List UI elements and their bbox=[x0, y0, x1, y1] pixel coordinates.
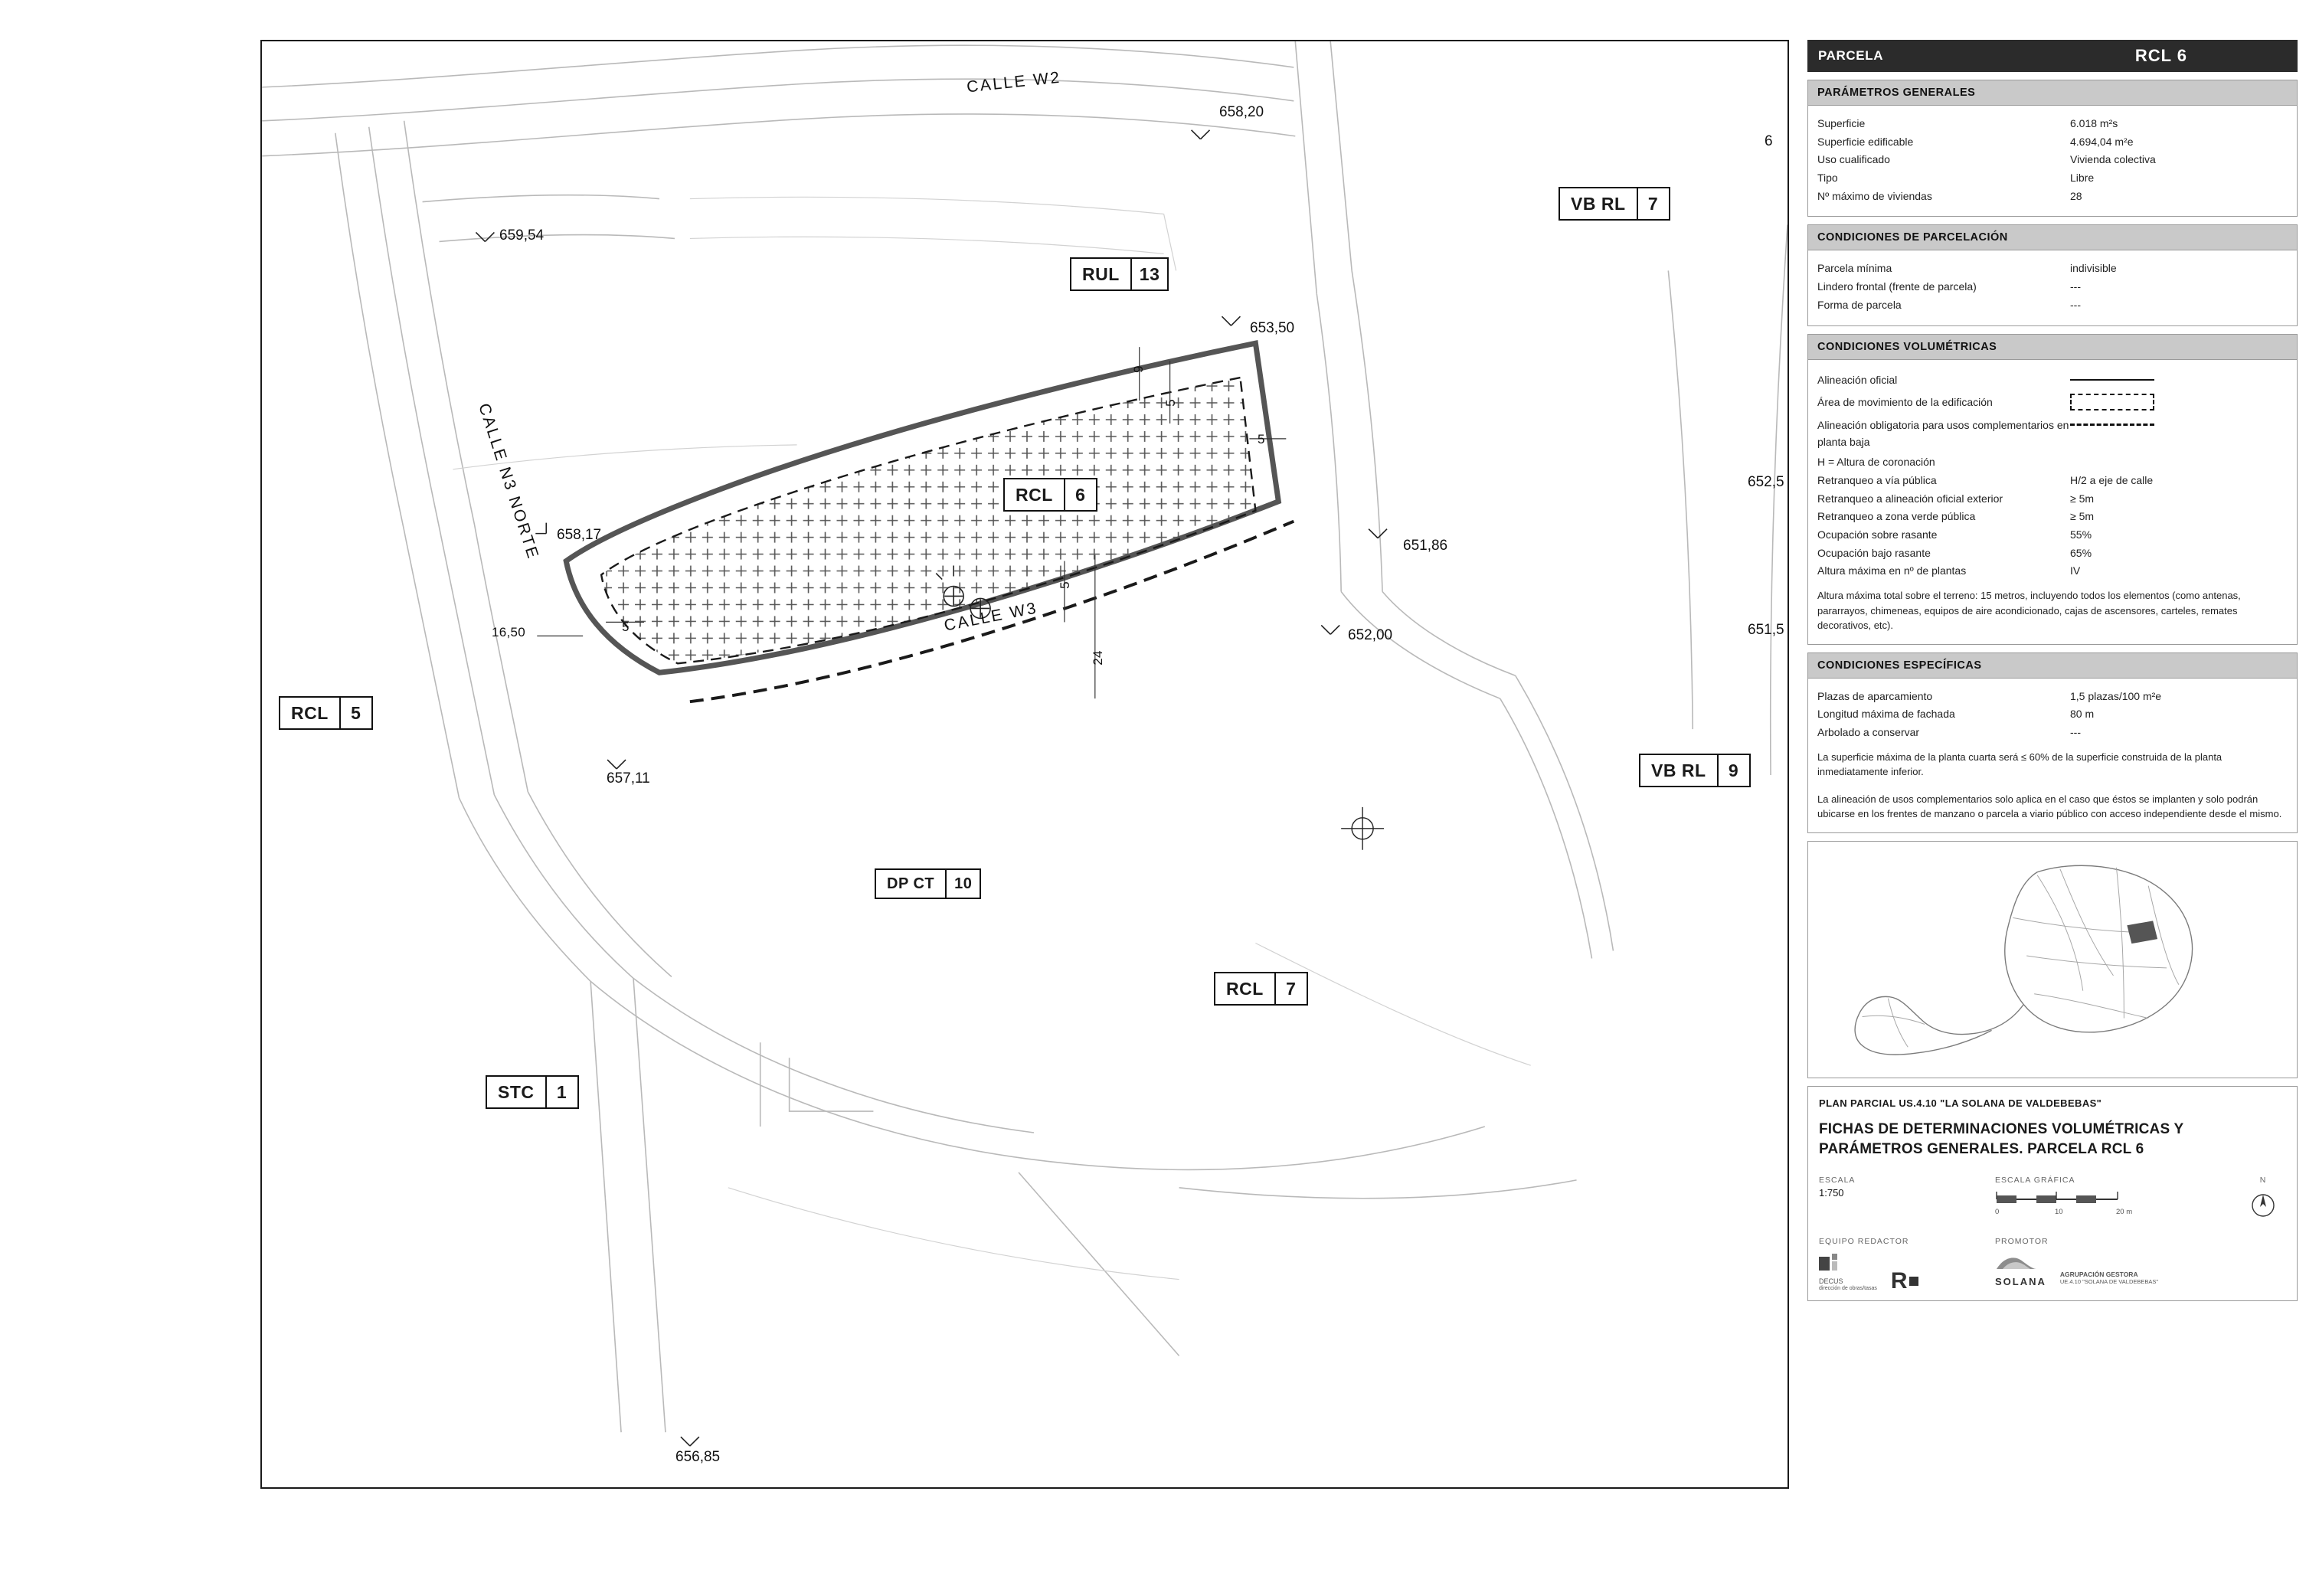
table-row bbox=[1817, 688, 2288, 706]
plot-code-number: 6 bbox=[1064, 479, 1096, 510]
plot-code-vb-rl-7[interactable] bbox=[1559, 187, 1670, 221]
elevation-label: 652,5 bbox=[1748, 474, 1784, 490]
legend-row-area-movimiento bbox=[1817, 391, 2288, 414]
plot-code-rcl-5[interactable] bbox=[279, 696, 373, 730]
credits-columns bbox=[1819, 1237, 2286, 1293]
row-key: Forma de parcela bbox=[1817, 298, 1902, 311]
row-key: H = Altura de coronación bbox=[1817, 456, 1935, 469]
dimension-label: 5 bbox=[1057, 581, 1072, 589]
section-rows bbox=[1808, 360, 2297, 644]
scale-tick-10: 10 bbox=[2055, 1207, 2063, 1216]
plot-code-number: 7 bbox=[1274, 973, 1307, 1004]
row-key: Ocupación bajo rasante bbox=[1817, 546, 1931, 559]
legend-line-dashed bbox=[2070, 417, 2154, 433]
table-row bbox=[1817, 453, 2288, 472]
plot-code-number: 10 bbox=[945, 870, 980, 898]
row-key: Superficie bbox=[1817, 117, 1866, 129]
promotor-name-block bbox=[2060, 1271, 2158, 1287]
section-rows bbox=[1808, 106, 2297, 216]
row-key: Lindero frontal (frente de parcela) bbox=[1817, 280, 1977, 293]
especificas-note-2: La alineación de usos complementarios solo aplica en el caso que éstos se implanten y solo podrán ubicarse en los frentes de manzano o parcela a viario público con acceso independiente desde el mismo. bbox=[1817, 793, 2282, 820]
table-row bbox=[1817, 296, 2288, 315]
table-row bbox=[1817, 724, 2288, 742]
row-key: Tipo bbox=[1817, 172, 1838, 185]
scale-value: 1:750 bbox=[1819, 1186, 1844, 1199]
dimension-label: 5 bbox=[1163, 399, 1178, 407]
dimension-label: 5 bbox=[1258, 432, 1265, 446]
plot-code-dp-ct-10[interactable] bbox=[875, 868, 981, 899]
section-rows bbox=[1808, 250, 2297, 325]
equipo-redactor-label: EQUIPO REDACTOR bbox=[1819, 1236, 1909, 1246]
promotor-name: AGRUPACIÓN GESTORA bbox=[2059, 1270, 2138, 1278]
plot-code-number: 13 bbox=[1130, 259, 1168, 289]
r-logo bbox=[1890, 1267, 1918, 1293]
plot-code-number: 1 bbox=[545, 1077, 577, 1107]
equipo-redactor-block bbox=[1819, 1237, 1995, 1293]
plot-code-rcl-7[interactable] bbox=[1214, 972, 1308, 1006]
graphic-scale-bar bbox=[1995, 1187, 2156, 1207]
row-value: ≥ 5m bbox=[2070, 510, 2095, 523]
promotor-block bbox=[1995, 1237, 2286, 1293]
table-row bbox=[1817, 705, 2288, 724]
row-value: 6.018 m²s bbox=[2070, 117, 2118, 129]
row-key: Retranqueo a zona verde pública bbox=[1817, 510, 1976, 523]
plot-code-vb-rl-9[interactable] bbox=[1639, 754, 1751, 787]
row-key: Alineación oficial bbox=[1817, 373, 1898, 386]
plot-code-label: RCL bbox=[291, 702, 329, 723]
scale-block bbox=[1819, 1176, 1995, 1225]
row-value: IV bbox=[2070, 564, 2081, 577]
table-row bbox=[1817, 169, 2288, 188]
table-row bbox=[1817, 526, 2288, 545]
plot-code-stc-1[interactable] bbox=[486, 1075, 579, 1109]
row-value: 55% bbox=[2070, 528, 2092, 541]
dimension-label: 16,50 bbox=[492, 625, 526, 639]
row-key: Área de movimiento de la edificación bbox=[1817, 396, 1993, 409]
section-rows bbox=[1808, 679, 2297, 832]
decus-mark-icon bbox=[1819, 1254, 1845, 1274]
legend-line-solid bbox=[2070, 372, 2154, 388]
row-key: Superficie edificable bbox=[1817, 135, 1914, 148]
section-parametros-generales bbox=[1807, 80, 2298, 217]
elevation-label: 651,5 bbox=[1748, 622, 1784, 638]
elevation-label: 658,20 bbox=[1219, 104, 1264, 120]
row-value: Vivienda colectiva bbox=[2070, 153, 2156, 166]
key-map-vector bbox=[1808, 842, 2297, 1078]
section-condiciones-volumetricas bbox=[1807, 334, 2298, 645]
row-value: 1,5 plazas/100 m²e bbox=[2070, 689, 2162, 702]
scale-tick-0: 0 bbox=[1995, 1207, 2000, 1216]
row-value: ≥ 5m bbox=[2070, 492, 2095, 505]
row-value: Libre bbox=[2070, 172, 2095, 185]
section-condiciones-especificas bbox=[1807, 652, 2298, 833]
legend-row-alineacion-complementaria bbox=[1817, 414, 2288, 453]
elevation-label: 659,54 bbox=[499, 227, 545, 244]
section-title: CONDICIONES ESPECÍFICAS bbox=[1808, 653, 2297, 679]
elevation-label: 658,17 bbox=[557, 527, 602, 543]
plot-code-label: RCL bbox=[1016, 484, 1053, 505]
street-label-calle-w2: CALLE W2 bbox=[966, 68, 1062, 96]
row-key: Retranqueo a vía pública bbox=[1817, 473, 1937, 486]
parcel-info-panel bbox=[1807, 40, 2298, 1489]
site-plan-vector bbox=[262, 41, 1787, 1487]
row-key: Ocupación sobre rasante bbox=[1817, 528, 1938, 541]
plot-code-label: VB RL bbox=[1651, 760, 1706, 780]
scale-tick-20: 20 m bbox=[2116, 1207, 2133, 1216]
decus-logo-text: DECUS bbox=[1819, 1277, 1843, 1285]
section-title: CONDICIONES DE PARCELACIÓN bbox=[1808, 225, 2297, 250]
row-value: H/2 a eje de calle bbox=[2070, 473, 2154, 486]
north-label: N bbox=[2259, 1175, 2267, 1185]
legend-row-alineacion-oficial bbox=[1817, 369, 2288, 392]
row-value: --- bbox=[2070, 725, 2081, 738]
table-row bbox=[1817, 508, 2288, 526]
panel-header bbox=[1807, 40, 2298, 72]
north-arrow-icon bbox=[2246, 1187, 2280, 1221]
plan-parcial-label: PLAN PARCIAL US.4.10 "LA SOLANA DE VALDEBEBAS" bbox=[1819, 1097, 2102, 1109]
street-label-calle-n3-norte: CALLE N3 NORTE bbox=[475, 401, 542, 562]
section-title: CONDICIONES VOLUMÉTRICAS bbox=[1808, 335, 2297, 360]
decus-logo-subtext: dirección de obras/tasas bbox=[1819, 1286, 1877, 1292]
plot-code-rcl-6[interactable] bbox=[1003, 478, 1097, 512]
row-value: 28 bbox=[2070, 189, 2082, 202]
row-value: indivisible bbox=[2070, 262, 2117, 275]
plot-code-label: RCL bbox=[1226, 978, 1264, 999]
key-map bbox=[1807, 841, 2298, 1078]
row-key: Altura máxima en nº de plantas bbox=[1817, 564, 1967, 577]
elevation-label: 6 bbox=[1765, 133, 1773, 149]
graphic-scale-label: ESCALA GRÁFICA bbox=[1995, 1175, 2075, 1185]
row-key: Nº máximo de viviendas bbox=[1817, 189, 1932, 202]
row-key: Parcela mínima bbox=[1817, 262, 1892, 275]
street-label-calle-w3: CALLE W3 bbox=[942, 599, 1039, 635]
dimension-label: 5 bbox=[622, 620, 630, 634]
elevation-label: 656,85 bbox=[675, 1449, 721, 1465]
title-block-columns bbox=[1819, 1176, 2286, 1225]
promotor-logos bbox=[1995, 1254, 2286, 1287]
row-value: 4.694,04 m²e bbox=[2070, 135, 2134, 148]
row-key: Arbolado a conservar bbox=[1817, 725, 1920, 738]
row-value: 80 m bbox=[2070, 708, 2095, 721]
north-arrow-block bbox=[2240, 1176, 2286, 1225]
plot-code-label: DP CT bbox=[887, 875, 935, 892]
table-row bbox=[1817, 278, 2288, 296]
table-row bbox=[1817, 188, 2288, 206]
dimension-label: 24 bbox=[1090, 650, 1105, 666]
site-plan-drawing bbox=[260, 40, 1789, 1489]
graphic-scale-ticks bbox=[1995, 1208, 2156, 1216]
table-row bbox=[1817, 151, 2288, 169]
row-key: Uso cualificado bbox=[1817, 153, 1890, 166]
plot-code-label: STC bbox=[498, 1081, 535, 1102]
table-row bbox=[1817, 562, 2288, 581]
r-logo-text: R bbox=[1890, 1267, 1908, 1293]
panel-header-label: PARCELA bbox=[1818, 48, 1884, 63]
table-row bbox=[1817, 545, 2288, 563]
legend-dashed-box bbox=[2070, 394, 2154, 410]
plot-code-number: 7 bbox=[1637, 188, 1669, 219]
sheet-title: FICHAS DE DETERMINACIONES VOLUMÉTRICAS Y PARÁMETROS GENERALES. PARCELA RCL 6 bbox=[1819, 1120, 2184, 1158]
elevation-label: 651,86 bbox=[1403, 538, 1448, 554]
row-key: Longitud máxima de fachada bbox=[1817, 708, 1955, 721]
volumetricas-note: Altura máxima total sobre el terreno: 15 metros, incluyendo todos los elementos (como antenas, pararrayos, chimeneas, equipos de aire acondicionado, cajas de ascensores, carteles, remates decorativos, etc). bbox=[1817, 590, 2241, 632]
plot-code-number: 9 bbox=[1717, 755, 1749, 786]
panel-header-value: RCL 6 bbox=[2134, 46, 2187, 65]
especificas-note-1: La superficie máxima de la planta cuarta será ≤ 60% de la superficie construida de la planta inmediatamente inferior. bbox=[1817, 751, 2223, 778]
row-key: Plazas de aparcamiento bbox=[1817, 689, 1933, 702]
section-condiciones-parcelacion bbox=[1807, 224, 2298, 325]
table-row bbox=[1817, 472, 2288, 490]
elevation-label: 657,11 bbox=[607, 770, 650, 787]
table-row bbox=[1817, 490, 2288, 509]
dimension-label: 9 bbox=[1130, 365, 1146, 373]
promotor-subname: UE.4.10 "SOLANA DE VALDEBEBAS" bbox=[2059, 1278, 2159, 1286]
plot-code-label: VB RL bbox=[1571, 193, 1626, 214]
elevation-label: 653,50 bbox=[1250, 320, 1295, 336]
row-key: Alineación obligatoria para usos complementarios en planta baja bbox=[1817, 418, 2069, 448]
r-logo-square-icon bbox=[1909, 1277, 1918, 1286]
table-row bbox=[1817, 260, 2288, 278]
solana-logo bbox=[1995, 1254, 2046, 1287]
section-title: PARÁMETROS GENERALES bbox=[1808, 80, 2297, 106]
solana-mark-icon bbox=[1995, 1254, 2038, 1272]
solana-logo-text: SOLANA bbox=[1995, 1275, 2046, 1287]
plot-code-rul-13[interactable] bbox=[1070, 257, 1169, 291]
table-row bbox=[1817, 133, 2288, 152]
promotor-label: PROMOTOR bbox=[1995, 1236, 2049, 1246]
table-row bbox=[1817, 115, 2288, 133]
scale-label: ESCALA bbox=[1819, 1175, 1856, 1185]
equipo-logos bbox=[1819, 1254, 1995, 1293]
row-value: --- bbox=[2070, 280, 2081, 293]
graphic-scale-block bbox=[1995, 1176, 2240, 1225]
row-key: Retranqueo a alineación oficial exterior bbox=[1817, 492, 2003, 505]
title-block bbox=[1807, 1086, 2298, 1301]
decus-logo bbox=[1819, 1254, 1877, 1293]
row-value: --- bbox=[2070, 298, 2081, 311]
elevation-label: 652,00 bbox=[1348, 627, 1393, 643]
plot-code-number: 5 bbox=[339, 698, 371, 728]
plot-code-label: RUL bbox=[1082, 263, 1120, 284]
row-value: 65% bbox=[2070, 546, 2092, 559]
